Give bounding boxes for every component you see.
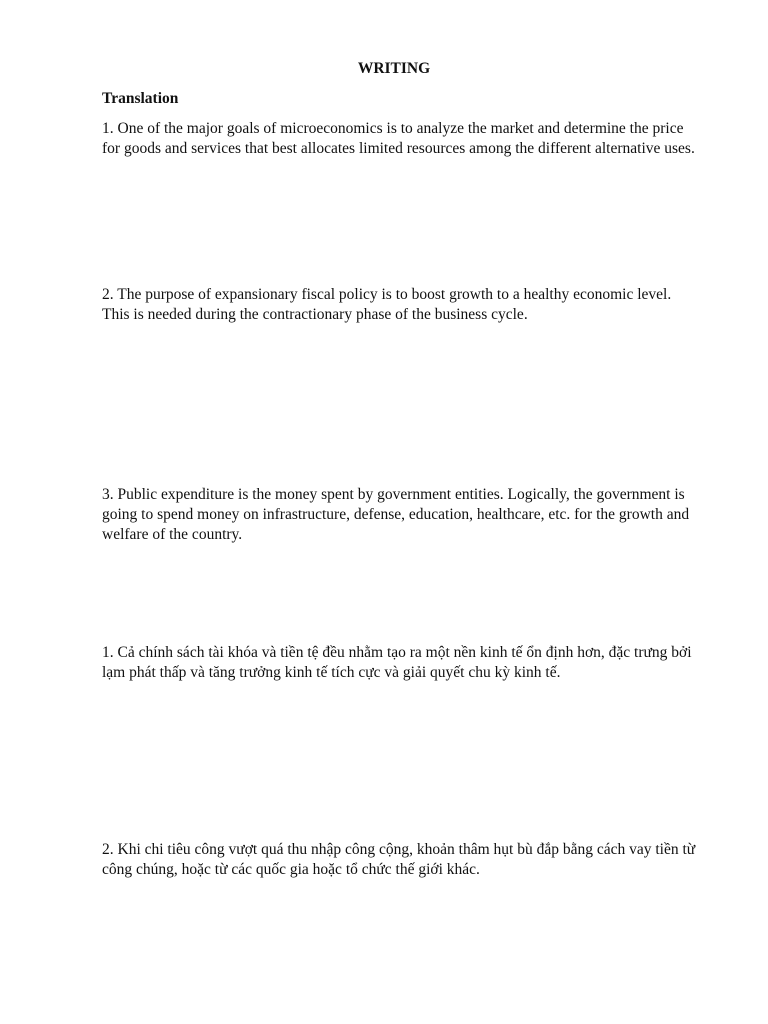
- paragraph-vietnamese-1: 1. Cả chính sách tài khóa và tiền tệ đều nhằm tạo ra một nền kinh tế ổn định hơn, đặc trưng bởi lạm phát thấp và tăng trưởng kinh tế tích cực và giải quyết chu kỳ kinh tế.: [102, 644, 692, 681]
- paragraph-vietnamese-2: 2. Khi chi tiêu công vượt quá thu nhập công cộng, khoản thâm hụt bù đắp bằng cách vay tiền từ công chúng, hoặc từ các quốc gia hoặc tổ chức thế giới khác.: [102, 841, 696, 878]
- paragraph-english-2: 2. The purpose of expansionary fiscal policy is to boost growth to a healthy economic level. This is needed during the contractionary phase of the business cycle.: [102, 286, 672, 323]
- document-title: WRITING: [357, 60, 431, 77]
- paragraph-english-3: 3. Public expenditure is the money spent by government entities. Logically, the government is going to spend money on infrastructure, defense, education, healthcare, etc. for the growth and welfare of the country.: [102, 486, 690, 543]
- paragraph-english-1: 1. One of the major goals of microeconomics is to analyze the market and determine the price for goods and services that best allocates limited resources among the different alternative uses.: [102, 120, 695, 157]
- section-heading-translation: Translation: [102, 90, 179, 107]
